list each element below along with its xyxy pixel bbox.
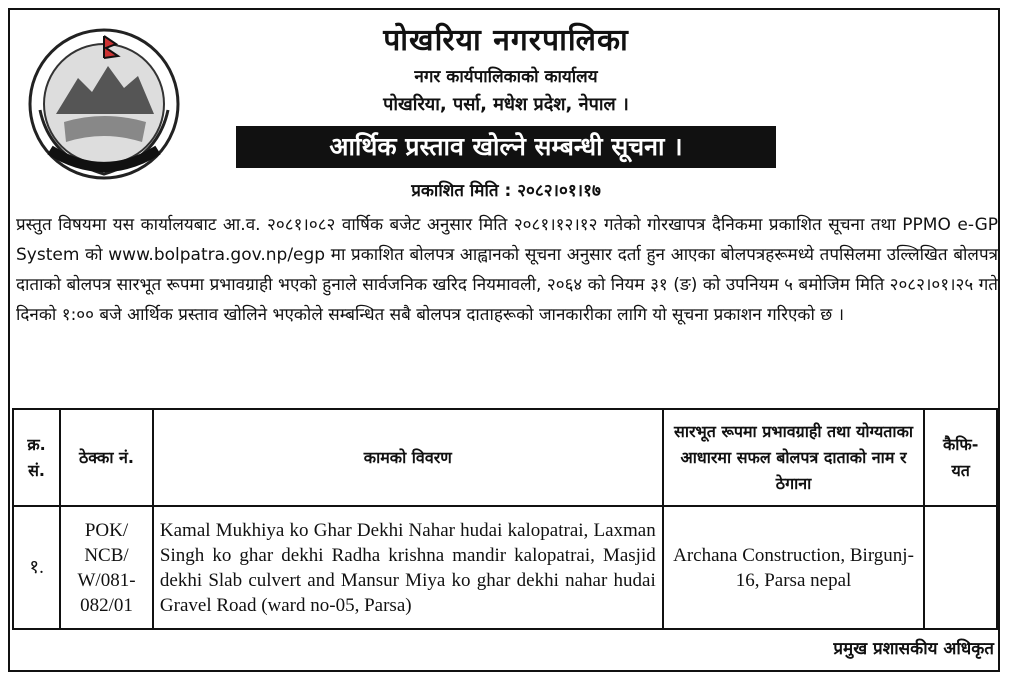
- table-header-row: [13, 409, 997, 506]
- header-sn: क्र. सं.: [13, 409, 60, 506]
- header-description: कामको विवरण: [153, 409, 663, 506]
- org-name: पोखरिया नगरपालिका: [383, 23, 629, 58]
- row-sn: १.: [13, 506, 60, 629]
- notice-title: आर्थिक प्रस्ताव खोल्ने सम्बन्धी सूचना ।: [236, 126, 776, 168]
- nepal-emblem-icon: [20, 18, 188, 186]
- header-remarks: कैफि- यत: [924, 409, 997, 506]
- row-remarks: [924, 506, 997, 629]
- header-contract-no: ठेक्का नं.: [60, 409, 153, 506]
- published-date: प्रकाशित मिति : २०८२।०१।१७: [411, 181, 601, 201]
- row-description: Kamal Mukhiya ko Ghar Dekhi Nahar hudai kalopatrai, Laxman Singh ko ghar dekhi Radha krishna mandir kalopatrai, Masjid dekhi Slab culvert and Mansur Miya ko ghar dekhi nahar hudai Gravel Road (ward no-05, Parsa): [153, 506, 663, 629]
- office-address: पोखरिया, पर्सा, मधेश प्रदेश, नेपाल ।: [383, 94, 629, 115]
- row-bidder: Archana Construction, Birgunj-16, Parsa nepal: [663, 506, 925, 629]
- signatory: प्रमुख प्रशासकीय अधिकृत: [833, 639, 994, 659]
- header-bidder: सारभूत रूपमा प्रभावग्राही तथा योग्यताका आधारमा सफल बोलपत्र दाताको नाम र ठेगाना: [663, 409, 925, 506]
- bid-table: [12, 408, 998, 630]
- row-contract-no: POK/ NCB/ W/081- 082/01: [60, 506, 153, 629]
- office-name: नगर कार्यपालिकाको कार्यालय: [414, 67, 598, 87]
- notice-paragraph: प्रस्तुत विषयमा यस कार्यालयबाट आ.व. २०८१।०८२ वार्षिक बजेट अनुसार मिति २०८१।१२।१२ गतेको गोरखापत्र दैनिकमा प्रकाशित सूचना तथा PPMO e-GP System को www.bolpatra.gov.np/egp मा प्रकाशित बोलपत्र आह्वानको सूचना अनुसार दर्ता हुन आएका बोलपत्रहरूमध्ये तपसिलमा उल्लिखित बोलपत्र दाताको बोलपत्र सारभूत रूपमा प्रभावग्राही भएको हुनाले सार्वजनिक खरिद नियमावली, २०६४ को नियम ३१ (ङ) को उपनियम ५ बमोजिम मिति २०८२।०१।२५ गते दिनको १:०० बजे आर्थिक प्रस्ताव खोलिने भएकोले सम्बन्धित सबै बोलपत्र दाताहरूको जानकारीका लागि यो सूचना प्रकाशन गरिएको छ ।: [16, 215, 998, 325]
- table-row: [13, 506, 997, 629]
